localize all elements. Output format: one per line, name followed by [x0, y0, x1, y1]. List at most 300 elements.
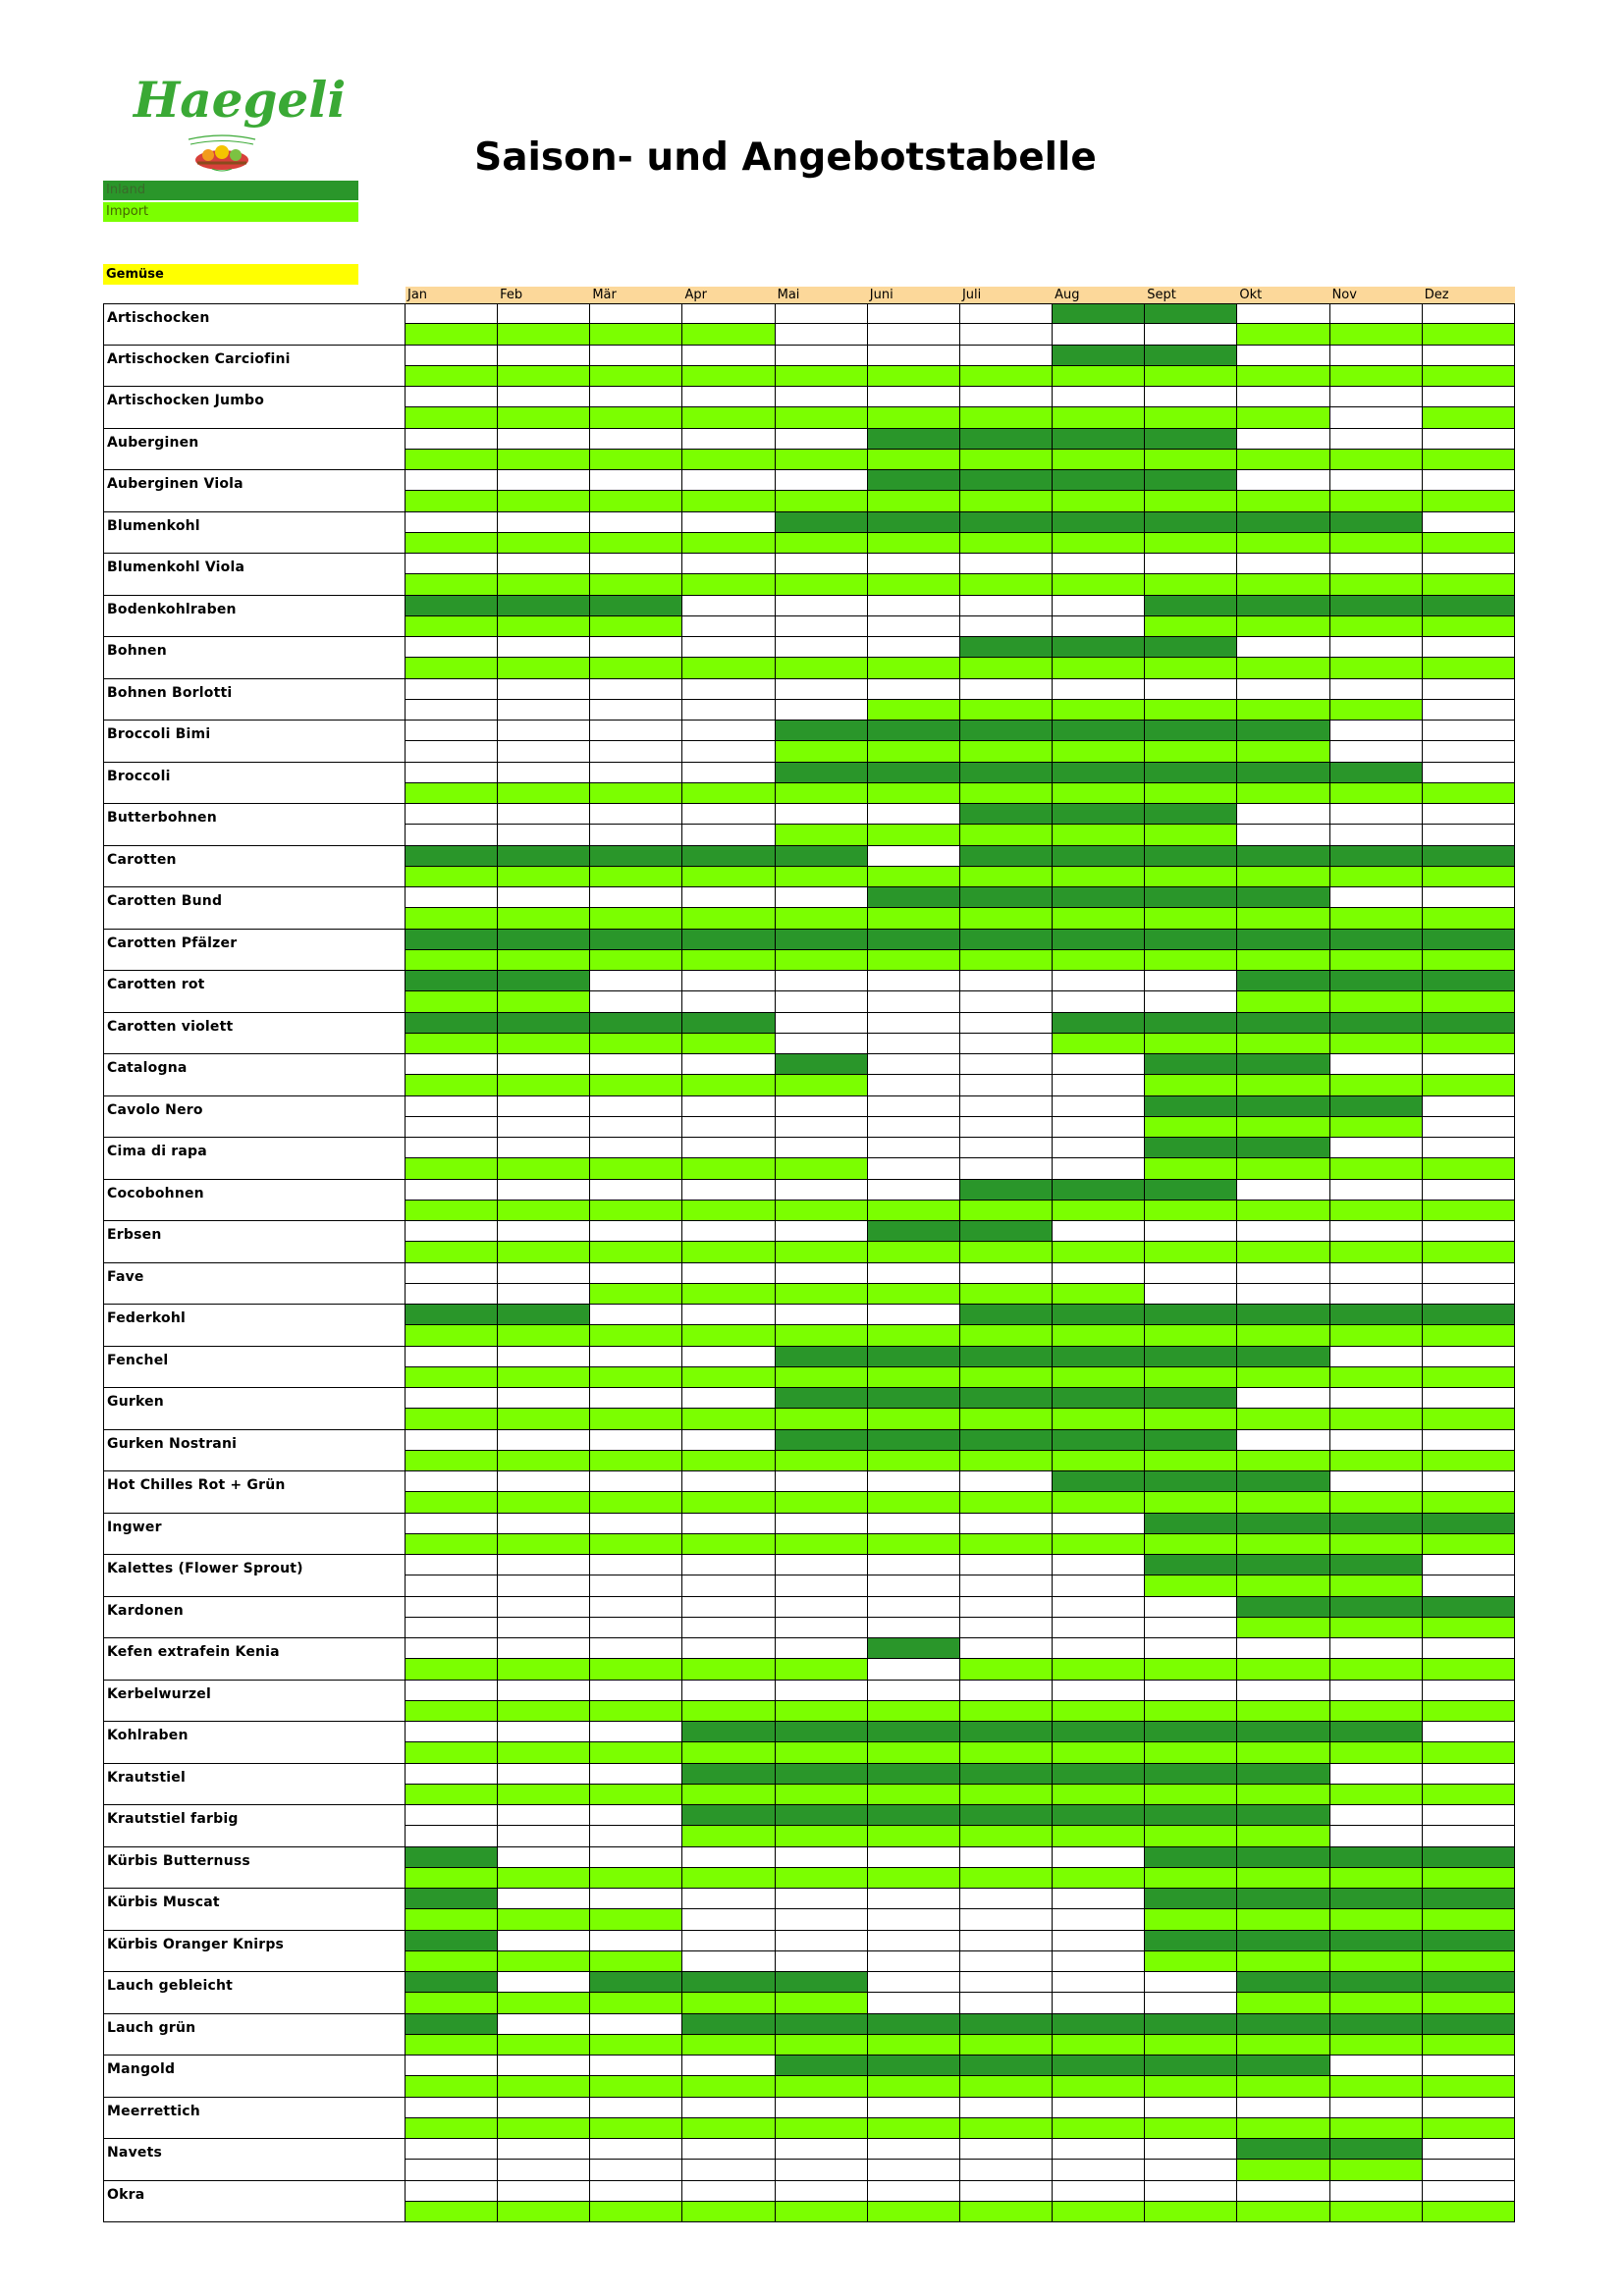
inland-month-cell — [1145, 2139, 1237, 2160]
import-month-cell — [1053, 950, 1145, 971]
import-month-cell — [868, 1993, 960, 2013]
vegetable-name: Butterbohnen — [103, 804, 406, 846]
inland-month-cell — [1145, 971, 1237, 991]
month-header-cell: Mai — [777, 288, 800, 302]
import-month-cell — [1237, 1993, 1329, 2013]
import-month-cell — [868, 1826, 960, 1846]
inland-month-cell — [1423, 1054, 1515, 1075]
import-month-cell — [776, 1868, 868, 1889]
table-row — [103, 2181, 1515, 2223]
import-month-cell — [682, 1409, 775, 1429]
inland-month-cell — [590, 1263, 682, 1284]
inland-month-cell — [1330, 1805, 1423, 1826]
import-month-cell — [1145, 1117, 1237, 1138]
inland-availability-line — [406, 1180, 1515, 1201]
inland-month-cell — [590, 1722, 682, 1742]
import-month-cell — [960, 1534, 1053, 1555]
inland-month-cell — [1237, 303, 1329, 324]
import-month-cell — [1423, 867, 1515, 887]
import-month-cell — [1237, 407, 1329, 428]
import-month-cell — [1330, 1367, 1423, 1388]
inland-month-cell — [682, 1889, 775, 1909]
import-month-cell — [960, 825, 1053, 845]
import-month-cell — [1330, 1701, 1423, 1722]
inland-month-cell — [1145, 346, 1237, 366]
import-month-cell — [1423, 1785, 1515, 1805]
import-month-cell — [1237, 491, 1329, 511]
inland-month-cell — [868, 1597, 960, 1618]
inland-month-cell — [776, 1805, 868, 1826]
inland-month-cell — [590, 554, 682, 574]
import-month-cell — [1423, 1868, 1515, 1889]
import-month-cell — [1053, 450, 1145, 470]
inland-month-cell — [1145, 1305, 1237, 1325]
import-month-cell — [590, 1618, 682, 1638]
inland-month-cell — [868, 1972, 960, 1993]
import-month-cell — [1330, 1158, 1423, 1179]
inland-month-cell — [960, 346, 1053, 366]
inland-month-cell — [590, 1054, 682, 1075]
inland-availability-line — [406, 2014, 1515, 2035]
inland-month-cell — [1237, 1555, 1329, 1575]
import-availability-line — [406, 1492, 1515, 1513]
inland-month-cell — [406, 1471, 498, 1492]
inland-availability-line — [406, 1054, 1515, 1075]
import-month-cell — [1237, 1034, 1329, 1054]
inland-month-cell — [498, 679, 590, 700]
import-month-cell — [776, 700, 868, 721]
import-month-cell — [498, 1742, 590, 1763]
table-row — [103, 2139, 1515, 2181]
import-month-cell — [1053, 1993, 1145, 2013]
inland-month-cell — [590, 2014, 682, 2035]
inland-availability-line — [406, 1347, 1515, 1367]
import-month-cell — [1145, 741, 1237, 762]
inland-availability-line — [406, 721, 1515, 741]
table-row — [103, 1221, 1515, 1263]
table-row — [103, 1514, 1515, 1556]
inland-month-cell — [590, 2098, 682, 2118]
inland-month-cell — [1423, 512, 1515, 533]
inland-month-cell — [868, 1722, 960, 1742]
inland-month-cell — [1053, 1263, 1145, 1284]
import-month-cell — [406, 1575, 498, 1596]
import-month-cell — [1145, 1618, 1237, 1638]
inland-month-cell — [682, 1096, 775, 1117]
import-month-cell — [1330, 950, 1423, 971]
inland-month-cell — [776, 1597, 868, 1618]
table-row — [103, 804, 1515, 846]
import-month-cell — [868, 616, 960, 637]
inland-month-cell — [868, 1931, 960, 1951]
inland-month-cell — [868, 1764, 960, 1785]
import-month-cell — [1237, 700, 1329, 721]
inland-month-cell — [960, 1263, 1053, 1284]
inland-month-cell — [868, 1305, 960, 1325]
inland-month-cell — [868, 1681, 960, 1701]
import-month-cell — [1423, 1951, 1515, 1972]
inland-month-cell — [498, 512, 590, 533]
import-month-cell — [406, 991, 498, 1012]
import-month-cell — [1237, 1785, 1329, 1805]
inland-month-cell — [1330, 1305, 1423, 1325]
import-month-cell — [868, 1785, 960, 1805]
inland-month-cell — [776, 887, 868, 908]
inland-month-cell — [1237, 971, 1329, 991]
inland-month-cell — [1237, 679, 1329, 700]
import-month-cell — [868, 1034, 960, 1054]
inland-month-cell — [1145, 804, 1237, 825]
import-month-cell — [960, 1201, 1053, 1221]
inland-month-cell — [590, 1096, 682, 1117]
inland-month-cell — [1330, 1847, 1423, 1868]
inland-month-cell — [1237, 554, 1329, 574]
inland-month-cell — [1053, 2098, 1145, 2118]
import-month-cell — [1053, 324, 1145, 345]
vegetable-name: Carotten — [103, 846, 406, 888]
inland-availability-line — [406, 1847, 1515, 1868]
import-month-cell — [590, 407, 682, 428]
import-availability-line — [406, 1117, 1515, 1138]
import-availability-line — [406, 2035, 1515, 2056]
inland-month-cell — [1145, 1847, 1237, 1868]
inland-month-cell — [868, 1847, 960, 1868]
inland-month-cell — [776, 1847, 868, 1868]
import-month-cell — [682, 1201, 775, 1221]
import-month-cell — [1330, 1325, 1423, 1346]
inland-month-cell — [1053, 1514, 1145, 1534]
inland-month-cell — [1237, 2181, 1329, 2202]
inland-month-cell — [1237, 470, 1329, 491]
logo-brand-text: Haegeli — [134, 71, 347, 129]
import-month-cell — [1423, 908, 1515, 929]
table-row — [103, 2014, 1515, 2056]
import-month-cell — [1145, 950, 1237, 971]
inland-month-cell — [1237, 1931, 1329, 1951]
import-month-cell — [1053, 783, 1145, 804]
import-month-cell — [960, 1367, 1053, 1388]
inland-month-cell — [406, 303, 498, 324]
inland-month-cell — [776, 1180, 868, 1201]
inland-month-cell — [406, 2056, 498, 2076]
import-month-cell — [1423, 783, 1515, 804]
inland-month-cell — [498, 1847, 590, 1868]
inland-month-cell — [498, 1638, 590, 1659]
import-month-cell — [498, 2035, 590, 2056]
inland-month-cell — [1053, 887, 1145, 908]
import-month-cell — [960, 616, 1053, 637]
vegetable-name: Kalettes (Flower Sprout) — [103, 1555, 406, 1597]
inland-month-cell — [498, 554, 590, 574]
inland-month-cell — [960, 1096, 1053, 1117]
inland-month-cell — [868, 429, 960, 450]
import-month-cell — [682, 1868, 775, 1889]
import-month-cell — [776, 658, 868, 678]
import-availability-line — [406, 1158, 1515, 1179]
inland-month-cell — [1423, 1931, 1515, 1951]
inland-month-cell — [1423, 763, 1515, 783]
import-month-cell — [1053, 1242, 1145, 1262]
inland-month-cell — [682, 846, 775, 867]
import-month-cell — [776, 1158, 868, 1179]
import-month-cell — [1237, 1575, 1329, 1596]
inland-month-cell — [590, 804, 682, 825]
import-month-cell — [590, 658, 682, 678]
vegetable-name: Gurken Nostrani — [103, 1430, 406, 1472]
import-availability-line — [406, 700, 1515, 721]
import-month-cell — [1053, 741, 1145, 762]
inland-month-cell — [1237, 804, 1329, 825]
inland-availability-line — [406, 1972, 1515, 1993]
inland-month-cell — [406, 470, 498, 491]
import-month-cell — [776, 1785, 868, 1805]
import-month-cell — [868, 1409, 960, 1429]
import-month-cell — [960, 1659, 1053, 1680]
import-month-cell — [868, 1951, 960, 1972]
inland-month-cell — [590, 763, 682, 783]
import-month-cell — [1237, 1868, 1329, 1889]
inland-month-cell — [590, 1180, 682, 1201]
inland-month-cell — [1330, 2056, 1423, 2076]
import-month-cell — [498, 1325, 590, 1346]
import-month-cell — [406, 1868, 498, 1889]
inland-month-cell — [868, 637, 960, 658]
import-month-cell — [960, 574, 1053, 595]
table-row — [103, 1847, 1515, 1890]
inland-month-cell — [1053, 1638, 1145, 1659]
inland-month-cell — [590, 1013, 682, 1034]
inland-month-cell — [1423, 1514, 1515, 1534]
import-month-cell — [1423, 950, 1515, 971]
inland-month-cell — [406, 763, 498, 783]
inland-month-cell — [1237, 1514, 1329, 1534]
import-month-cell — [590, 1409, 682, 1429]
import-month-cell — [868, 1201, 960, 1221]
import-availability-line — [406, 366, 1515, 387]
import-month-cell — [682, 950, 775, 971]
import-month-cell — [1053, 366, 1145, 387]
inland-month-cell — [1145, 637, 1237, 658]
import-month-cell — [590, 533, 682, 554]
inland-month-cell — [1330, 2014, 1423, 2035]
import-month-cell — [1237, 2035, 1329, 2056]
import-month-cell — [1053, 1075, 1145, 1095]
inland-month-cell — [776, 2139, 868, 2160]
import-availability-line — [406, 1868, 1515, 1889]
import-availability-line — [406, 1534, 1515, 1555]
import-availability-line — [406, 574, 1515, 595]
import-month-cell — [1423, 1367, 1515, 1388]
vegetable-name: Broccoli Bimi — [103, 721, 406, 763]
import-month-cell — [1145, 1575, 1237, 1596]
inland-month-cell — [498, 1221, 590, 1242]
import-month-cell — [682, 1367, 775, 1388]
import-month-cell — [498, 950, 590, 971]
import-month-cell — [1423, 1284, 1515, 1305]
inland-month-cell — [682, 2139, 775, 2160]
import-month-cell — [1145, 533, 1237, 554]
import-month-cell — [1145, 658, 1237, 678]
import-month-cell — [498, 1201, 590, 1221]
import-month-cell — [1053, 700, 1145, 721]
inland-month-cell — [1053, 303, 1145, 324]
import-month-cell — [590, 783, 682, 804]
inland-month-cell — [1237, 346, 1329, 366]
import-month-cell — [682, 616, 775, 637]
import-month-cell — [406, 366, 498, 387]
import-month-cell — [682, 1451, 775, 1471]
import-month-cell — [498, 1158, 590, 1179]
import-month-cell — [682, 1117, 775, 1138]
inland-month-cell — [682, 1430, 775, 1451]
inland-month-cell — [1053, 1555, 1145, 1575]
inland-month-cell — [776, 1764, 868, 1785]
import-month-cell — [868, 825, 960, 845]
inland-month-cell — [682, 2014, 775, 2035]
import-month-cell — [1145, 1242, 1237, 1262]
import-availability-line — [406, 1659, 1515, 1680]
import-month-cell — [498, 366, 590, 387]
import-month-cell — [682, 407, 775, 428]
import-month-cell — [1237, 908, 1329, 929]
inland-month-cell — [776, 1305, 868, 1325]
inland-month-cell — [868, 1347, 960, 1367]
inland-month-cell — [498, 387, 590, 407]
inland-month-cell — [682, 2098, 775, 2118]
inland-month-cell — [1053, 1054, 1145, 1075]
import-month-cell — [590, 1451, 682, 1471]
import-month-cell — [776, 1701, 868, 1722]
inland-month-cell — [1423, 2014, 1515, 2035]
import-month-cell — [682, 1158, 775, 1179]
inland-month-cell — [498, 596, 590, 616]
import-availability-line — [406, 1451, 1515, 1471]
import-month-cell — [1423, 1325, 1515, 1346]
inland-month-cell — [960, 679, 1053, 700]
inland-month-cell — [960, 303, 1053, 324]
inland-month-cell — [406, 1347, 498, 1367]
inland-month-cell — [1330, 1597, 1423, 1618]
import-month-cell — [498, 491, 590, 511]
import-month-cell — [960, 1618, 1053, 1638]
table-row — [103, 1889, 1515, 1931]
inland-month-cell — [1145, 1138, 1237, 1158]
inland-month-cell — [960, 1347, 1053, 1367]
inland-month-cell — [960, 1889, 1053, 1909]
vegetable-name: Carotten rot — [103, 971, 406, 1013]
import-availability-line — [406, 450, 1515, 470]
import-month-cell — [682, 1826, 775, 1846]
import-month-cell — [868, 533, 960, 554]
inland-month-cell — [682, 1931, 775, 1951]
import-month-cell — [1145, 1451, 1237, 1471]
import-month-cell — [406, 2202, 498, 2222]
inland-month-cell — [868, 804, 960, 825]
import-month-cell — [1053, 825, 1145, 845]
inland-month-cell — [1423, 1013, 1515, 1034]
inland-month-cell — [1330, 679, 1423, 700]
import-month-cell — [776, 2118, 868, 2139]
import-month-cell — [1423, 616, 1515, 637]
import-month-cell — [406, 1909, 498, 1930]
inland-month-cell — [1423, 554, 1515, 574]
inland-month-cell — [960, 1305, 1053, 1325]
import-month-cell — [1053, 1701, 1145, 1722]
import-month-cell — [960, 1492, 1053, 1513]
import-month-cell — [1423, 1534, 1515, 1555]
import-availability-line — [406, 1034, 1515, 1054]
inland-month-cell — [498, 1597, 590, 1618]
vegetable-name: Bohnen — [103, 637, 406, 679]
import-month-cell — [1145, 1868, 1237, 1889]
vegetable-name: Okra — [103, 2181, 406, 2223]
inland-month-cell — [776, 429, 868, 450]
inland-month-cell — [1330, 1514, 1423, 1534]
inland-month-cell — [1053, 2014, 1145, 2035]
inland-month-cell — [498, 1931, 590, 1951]
inland-month-cell — [868, 387, 960, 407]
inland-month-cell — [406, 429, 498, 450]
import-month-cell — [498, 616, 590, 637]
import-availability-line — [406, 1409, 1515, 1429]
import-month-cell — [960, 1993, 1053, 2013]
import-month-cell — [590, 1242, 682, 1262]
vegetable-name: Kürbis Butternuss — [103, 1847, 406, 1890]
import-month-cell — [590, 1826, 682, 1846]
import-month-cell — [406, 741, 498, 762]
import-month-cell — [1423, 407, 1515, 428]
inland-month-cell — [1053, 971, 1145, 991]
inland-month-cell — [498, 303, 590, 324]
import-month-cell — [498, 1409, 590, 1429]
inland-availability-line — [406, 804, 1515, 825]
import-month-cell — [590, 700, 682, 721]
import-month-cell — [1145, 1534, 1237, 1555]
inland-month-cell — [960, 804, 1053, 825]
import-month-cell — [406, 1534, 498, 1555]
inland-month-cell — [590, 1221, 682, 1242]
inland-availability-line — [406, 512, 1515, 533]
import-month-cell — [406, 1785, 498, 1805]
vegetable-name: Blumenkohl — [103, 512, 406, 555]
import-month-cell — [1145, 1409, 1237, 1429]
inland-month-cell — [1237, 1096, 1329, 1117]
inland-month-cell — [868, 1138, 960, 1158]
import-availability-line — [406, 908, 1515, 929]
inland-month-cell — [1145, 512, 1237, 533]
inland-month-cell — [1053, 763, 1145, 783]
import-month-cell — [498, 2202, 590, 2222]
table-row — [103, 887, 1515, 930]
inland-month-cell — [1330, 1388, 1423, 1409]
inland-month-cell — [776, 1889, 868, 1909]
import-month-cell — [868, 1618, 960, 1638]
inland-month-cell — [960, 512, 1053, 533]
inland-month-cell — [776, 554, 868, 574]
inland-month-cell — [1330, 1180, 1423, 1201]
inland-month-cell — [1330, 637, 1423, 658]
inland-month-cell — [1330, 1096, 1423, 1117]
inland-month-cell — [1145, 1221, 1237, 1242]
import-month-cell — [1053, 491, 1145, 511]
inland-month-cell — [1330, 1430, 1423, 1451]
import-month-cell — [682, 908, 775, 929]
import-availability-line — [406, 1618, 1515, 1638]
import-month-cell — [590, 1868, 682, 1889]
inland-month-cell — [1423, 346, 1515, 366]
inland-month-cell — [868, 679, 960, 700]
inland-month-cell — [498, 1430, 590, 1451]
